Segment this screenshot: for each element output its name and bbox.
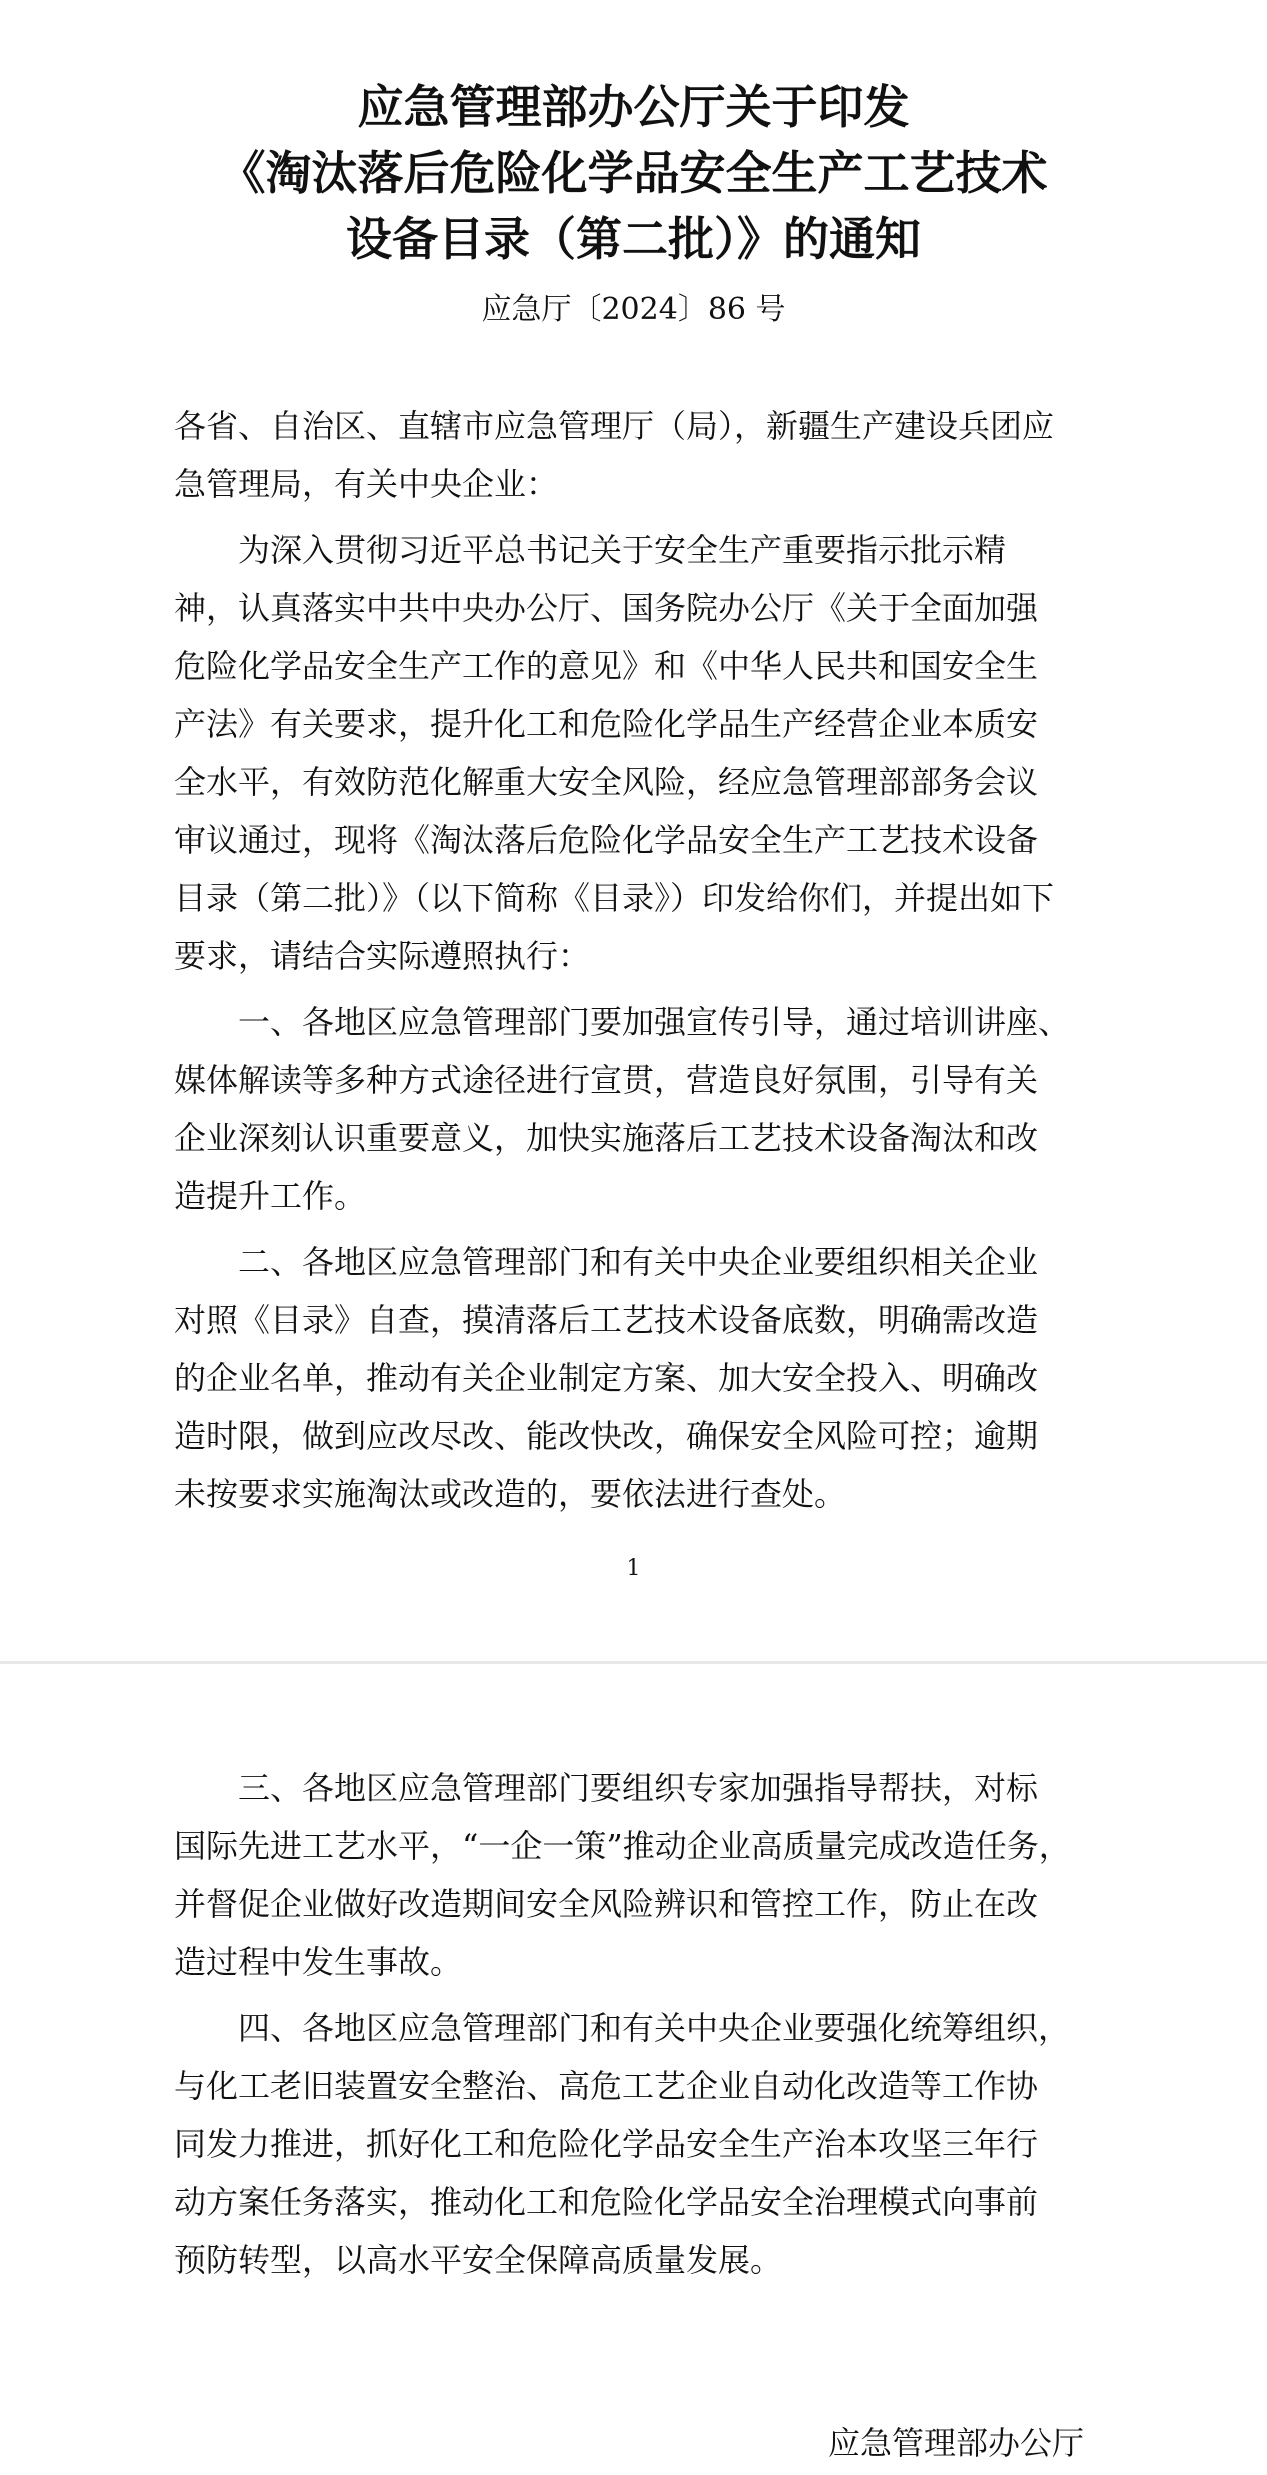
text-line: 造过程中发生事故。 (174, 1943, 463, 1981)
paragraph (174, 1999, 1114, 2289)
text-line: 同发力推进，抓好化工和危险化学品安全生产治本攻坚三年行 (174, 2125, 1039, 2163)
text-line: 四、各地区应急管理部门和有关中央企业要强化统筹组织， (174, 2009, 1071, 2047)
text-line: 审议通过，现将《淘汰落后危险化学品安全生产工艺技术设备 (174, 821, 1039, 859)
text-line: 二、各地区应急管理部门和有关中央企业要组织相关企业 (174, 1243, 1039, 1281)
text-line: 与化工老旧装置安全整治、高危工艺企业自动化改造等工作协 (174, 2067, 1039, 2105)
paragraph (174, 993, 1114, 1225)
text-line: 预防转型，以高水平安全保障高质量发展。 (174, 2241, 783, 2279)
title-line: 设备目录（第二批）》的通知 (346, 212, 921, 266)
paragraph (174, 521, 1114, 985)
text-line: 神，认真落实中共中央办公厅、国务院办公厅《关于全面加强 (174, 589, 1039, 627)
title-line: 《淘汰落后危险化学品安全生产工艺技术 (219, 146, 1048, 200)
text-line: 要求，请结合实际遵照执行： (174, 937, 591, 975)
paragraph (174, 397, 1114, 513)
text-line: 全水平，有效防范化解重大安全风险，经应急管理部部务会议 (174, 763, 1039, 801)
text-line: 国际先进工艺水平，“一企一策”推动企业高质量完成改造任务， (174, 1827, 1071, 1865)
text-line: 的企业名单，推动有关企业制定方案、加大安全投入、明确改 (174, 1359, 1039, 1397)
paragraph (174, 1759, 1114, 1991)
page-separator (0, 1661, 1267, 1664)
page1-body (174, 397, 1114, 1531)
page-number: 1 (626, 1556, 641, 1581)
document-number: 应急厅〔2024〕86 号 (481, 292, 786, 327)
text-line: 企业深刻认识重要意义，加快实施落后工艺技术设备淘汰和改 (174, 1119, 1039, 1157)
text-line: 产法》有关要求，提升化工和危险化学品生产经营企业本质安 (174, 705, 1039, 743)
text-line: 媒体解读等多种方式途径进行宣贯，营造良好氛围，引导有关 (174, 1061, 1039, 1099)
text-line: 对照《目录》自查，摸清落后工艺技术设备底数，明确需改造 (174, 1301, 1039, 1339)
text-line: 急管理局，有关中央企业： (174, 465, 559, 503)
text-line: 为深入贯彻习近平总书记关于安全生产重要指示批示精 (174, 531, 1007, 569)
text-line: 动方案任务落实，推动化工和危险化学品安全治理模式向事前 (174, 2183, 1039, 2221)
paragraph (174, 1233, 1114, 1523)
text-line: 目录（第二批）》（以下简称《目录》）印发给你们，并提出如下 (174, 879, 1055, 917)
text-line: 一、各地区应急管理部门要加强宣传引导，通过培训讲座、 (174, 1003, 1071, 1041)
signature: 应急管理部办公厅 (828, 2424, 1085, 2462)
text-line: 并督促企业做好改造期间安全风险辨识和管控工作，防止在改 (174, 1885, 1039, 1923)
title-line: 应急管理部办公厅关于印发 (357, 80, 910, 134)
text-line: 造提升工作。 (174, 1177, 367, 1215)
text-line: 危险化学品安全生产工作的意见》和《中华人民共和国安全生 (174, 647, 1039, 685)
text-line: 造时限，做到应改尽改、能改快改，确保安全风险可控；逾期 (174, 1417, 1039, 1455)
text-line: 三、各地区应急管理部门要组织专家加强指导帮扶，对标 (174, 1769, 1039, 1807)
text-line: 各省、自治区、直辖市应急管理厅（局），新疆生产建设兵团应 (174, 407, 1055, 445)
text-line: 未按要求实施淘汰或改造的，要依法进行查处。 (174, 1475, 847, 1513)
document-title (0, 74, 1267, 272)
page2-body (174, 1759, 1114, 2297)
